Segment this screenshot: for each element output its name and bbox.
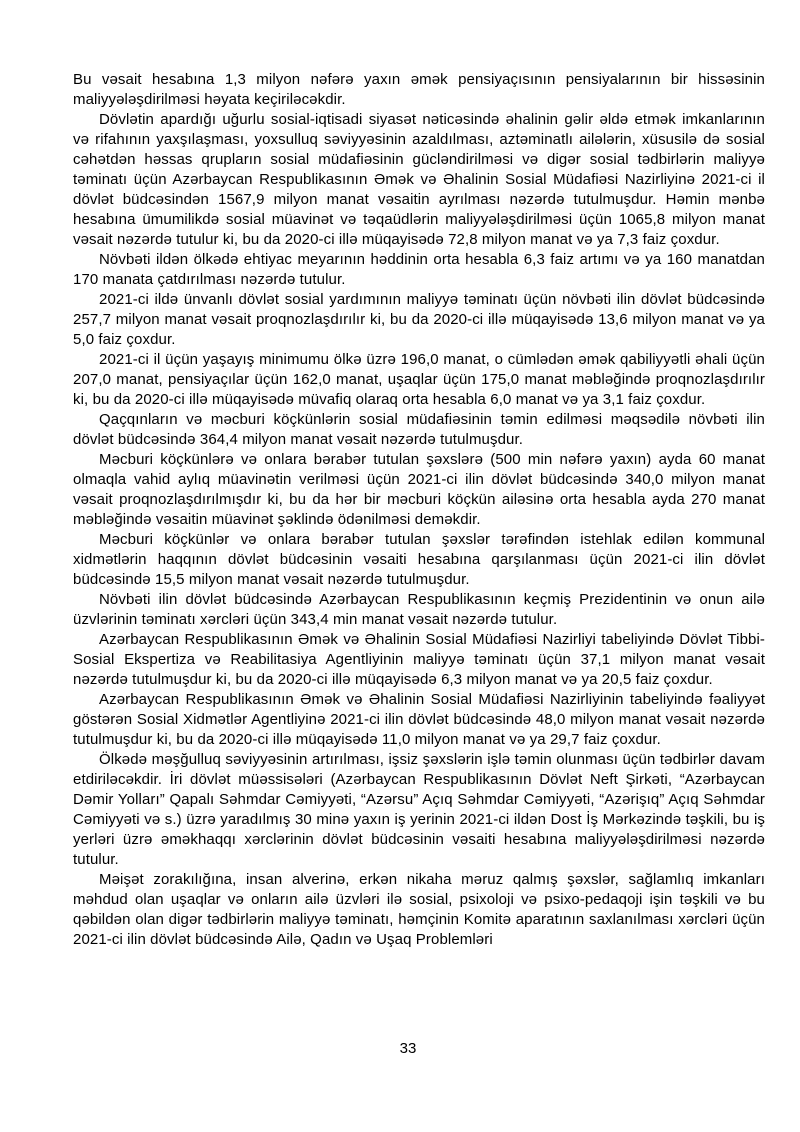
paragraph: Dövlətin apardığı uğurlu sosial-iqtisadi siyasət nəticəsində əhalinin gəlir əldə etmək imkanlarının və rifahının yaxşılaşması, yoxsulluq səviyyəsinin azaldılması, aztəminatlı ailələrin, xüsusilə də sosial cəhətdən həssas qrupların sosial müdafiəsinin gücləndirilməsi və digər sosial tədbirlərin maliyyə təminatı üçün Azərbaycan Respublikasının Əmək və Əhalinin Sosial Müdafiəsi Nazirliyinə 2021-ci il dövlət büdcəsindən 1567,9 milyon manat vəsaitin ayrılması nəzərdə tutulmuşdur. Həmin mənbə hesabına ümumilikdə sosial müavinət və təqaüdlərin maliyyələşdirilməsi üçün 1065,8 milyon manat vəsait nəzərdə tutulur ki, bu da 2020-ci illə müqayisədə 72,8 milyon manat və ya 7,3 faiz çoxdur. bbox=[73, 111, 765, 248]
paragraph: Məcburi köçkünlərə və onlara bərabər tutulan şəxslərə (500 min nəfərə yaxın) ayda 60 manat olmaqla vahid aylıq müavinətin verilməsi üçün 2021-ci ilin dövlət büdcəsində 340,0 milyon manat vəsait proqnozlaşdırılmışdır ki, bu da hər bir məcburi köçkün ailəsinə orta hesabla ayda 270 manat məbləğində vəsaitin müavinət şəklində ödənilməsi deməkdir. bbox=[73, 451, 765, 528]
paragraph: Növbəti ilin dövlət büdcəsində Azərbaycan Respublikasının keçmiş Prezidentinin və onun ailə üzvlərinin təminatı xərcləri üçün 343,4 min manat vəsait nəzərdə tutulur. bbox=[73, 591, 765, 628]
paragraph: Bu vəsait hesabına 1,3 milyon nəfərə yaxın əmək pensiyaçısının pensiyalarının bir hissəsinin maliyyələşdirilməsi həyata keçiriləcəkdir. bbox=[73, 71, 765, 108]
paragraph: Azərbaycan Respublikasının Əmək və Əhalinin Sosial Müdafiəsi Nazirliyinin tabeliyində fəaliyyət göstərən Sosial Xidmətlər Agentliyinə 2021-ci ilin dövlət büdcəsində 48,0 milyon manat vəsait nəzərdə tutulmuşdur ki, bu da 2020-ci illə müqayisədə 11,0 milyon manat və ya 29,7 faiz çoxdur. bbox=[73, 691, 765, 748]
document-text-content bbox=[73, 70, 765, 950]
paragraph: Məişət zorakılığına, insan alverinə, erkən nikaha məruz qalmış şəxslər, sağlamlıq imkanları məhdud olan uşaqlar və onların ailə üzvləri ilə sosial, psixoloji və psixo-pedaqoji işin təşkili və bu qəbildən olan digər tədbirlərin maliyyə təminatı, həmçinin Komitə aparatının saxlanılması xərcləri üçün 2021-ci ilin dövlət büdcəsində Ailə, Qadın və Uşaq Problemləri bbox=[73, 871, 765, 948]
paragraph: Növbəti ildən ölkədə ehtiyac meyarının həddinin orta hesabla 6,3 faiz artımı və ya 160 manatdan 170 manata çatdırılması nəzərdə tutulur. bbox=[73, 251, 765, 288]
paragraph: Azərbaycan Respublikasının Əmək və Əhalinin Sosial Müdafiəsi Nazirliyi tabeliyində Dövlət Tibbi-Sosial Ekspertiza və Reabilitasiya Agentliyinin maliyyə təminatı üçün 37,1 milyon manat vəsait nəzərdə tutulmuşdur ki, bu da 2020-ci illə müqayisədə 6,3 milyon manat və ya 20,5 faiz çoxdur. bbox=[73, 631, 765, 688]
paragraph: Məcburi köçkünlər və onlara bərabər tutulan şəxslər tərəfindən istehlak edilən kommunal xidmətlərin haqqının dövlət büdcəsinin vəsaiti hesabına qarşılanması üçün 2021-ci ilin dövlət büdcəsində 15,5 milyon manat vəsait nəzərdə tutulmuşdur. bbox=[73, 531, 765, 588]
paragraph: 2021-ci il üçün yaşayış minimumu ölkə üzrə 196,0 manat, o cümlədən əmək qabiliyyətli əhali üçün 207,0 manat, pensiyaçılar üçün 162,0 manat, uşaqlar üçün 175,0 manat məbləğində proqnozlaşdırılır ki, bu da 2020-ci illə müqayisədə müvafiq olaraq orta hesabla 6,0 manat və ya 3,1 faiz çoxdur. bbox=[73, 351, 765, 408]
paragraph: Ölkədə məşğulluq səviyyəsinin artırılması, işsiz şəxslərin işlə təmin olunması üçün tədbirlər davam etdiriləcəkdir. İri dövlət müəssisələri (Azərbaycan Respublikasının Dövlət Neft Şirkəti, “Azərbaycan Dəmir Yolları” Qapalı Səhmdar Cəmiyyəti, “Azərsu” Açıq Səhmdar Cəmiyyəti, “Azərişıq” Açıq Səhmdar Cəmiyyəti və s.) üzrə yaradılmış 30 minə yaxın iş yerinin 2021-ci ildən Dost İş Mərkəzində təşkili, bu iş yerləri üzrə əməkhaqqı xərclərinin dövlət büdcəsinin vəsaiti hesabına maliyyələşdirilməsi nəzərdə tutulur. bbox=[73, 751, 765, 868]
page-number: 33 bbox=[399, 1040, 417, 1057]
paragraph: 2021-ci ildə ünvanlı dövlət sosial yardımının maliyyə təminatı üçün növbəti ilin dövlət büdcəsində 257,7 milyon manat vəsait proqnozlaşdırılır ki, bu da 2020-ci illə müqayisədə 13,6 milyon manat və ya 5,0 faiz çoxdur. bbox=[73, 291, 765, 348]
paragraph: Qaçqınların və məcburi köçkünlərin sosial müdafiəsinin təmin edilməsi məqsədilə növbəti ilin dövlət büdcəsində 364,4 milyon manat vəsait nəzərdə tutulmuşdur. bbox=[73, 411, 765, 448]
